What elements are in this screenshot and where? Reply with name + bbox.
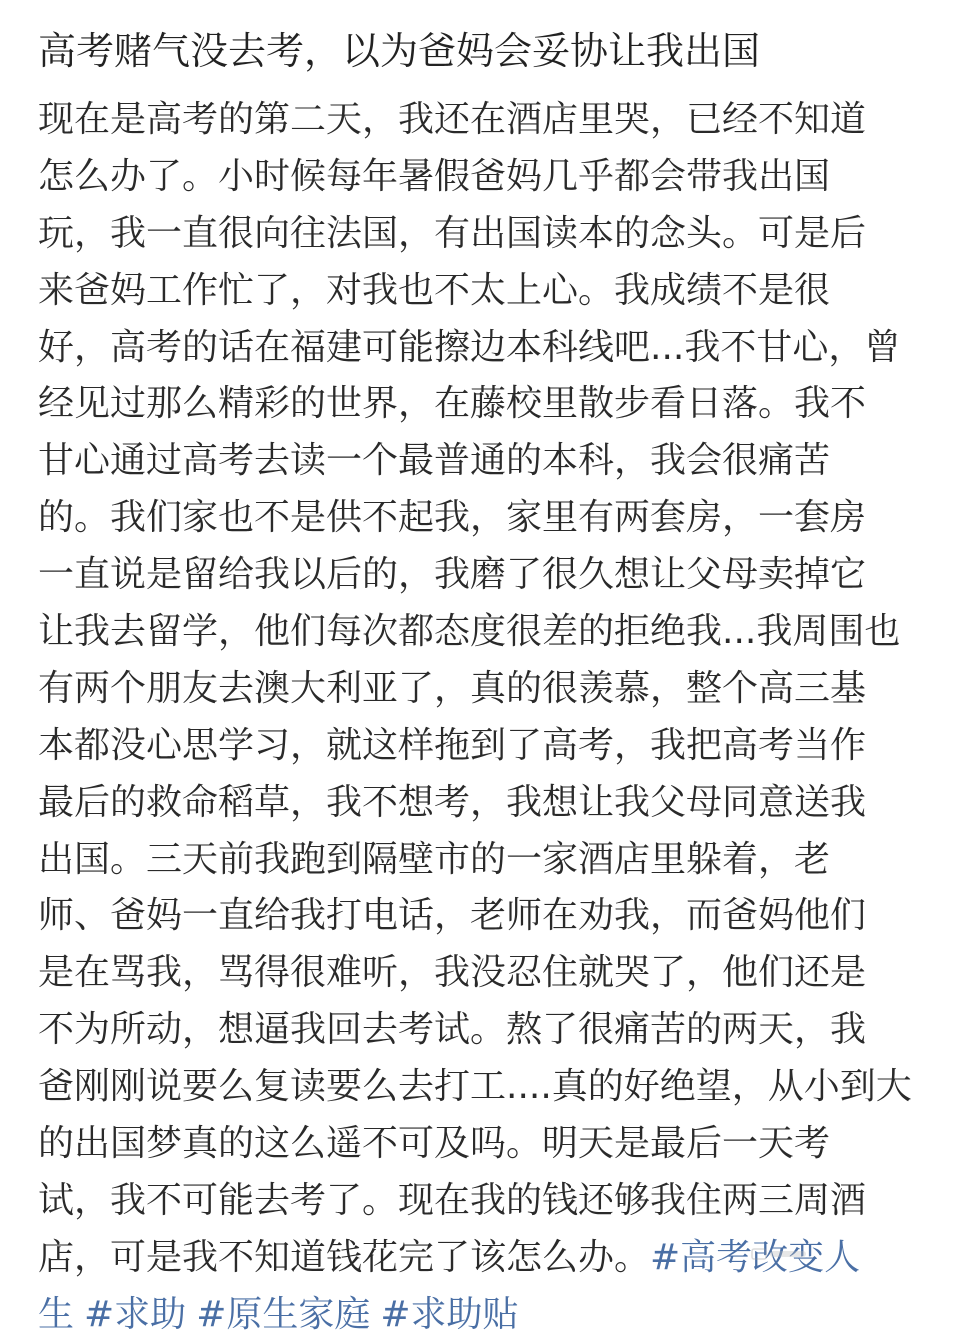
body-line: 来爸妈工作忙了，对我也不太上心。我成绩不是很 bbox=[38, 269, 831, 311]
post-body bbox=[38, 92, 938, 1344]
body-line: 出国。三天前我跑到隔壁市的一家酒店里躲着，老 bbox=[38, 838, 831, 880]
hashtag-link-help-post[interactable]: #求助贴 bbox=[380, 1293, 519, 1335]
watermark-logo bbox=[750, 1243, 810, 1265]
body-line: 爸刚刚说要么复读要么去打工....真的好绝望，从小到大 bbox=[38, 1066, 912, 1108]
body-line: 有两个朋友去澳大利亚了，真的很羡慕，整个高三基 bbox=[38, 667, 867, 709]
hashtag-link-family[interactable]: #原生家庭 bbox=[196, 1293, 371, 1335]
post-title: 高考赌气没去考，以为爸妈会妥协让我出国 bbox=[38, 29, 761, 73]
body-line: 甘心通过高考去读一个最普通的本科，我会很痛苦 bbox=[38, 440, 831, 482]
body-line: 的。我们家也不是供不起我，家里有两套房，一套房 bbox=[38, 497, 867, 539]
body-line: 一直说是留给我以后的，我磨了很久想让父母卖掉它 bbox=[38, 554, 867, 596]
body-line: 经见过那么精彩的世界，在藤校里散步看日落。我不 bbox=[38, 383, 867, 425]
body-line: 不为所动，想逼我回去考试。熬了很痛苦的两天，我 bbox=[38, 1009, 867, 1051]
body-line: 最后的救命稻草，我不想考，我想让我父母同意送我 bbox=[38, 781, 867, 823]
tags-line bbox=[38, 1287, 938, 1344]
body-line: 玩，我一直很向往法国，有出国读本的念头。可是后 bbox=[38, 212, 867, 254]
body-line: 试，我不可能去考了。现在我的钱还够我住两三周酒 bbox=[38, 1179, 867, 1221]
body-line: 怎么办了。小时候每年暑假爸妈几乎都会带我出国 bbox=[38, 155, 831, 197]
body-line: 本都没心思学习，就这样拖到了高考，我把高考当作 bbox=[38, 724, 867, 766]
hashtag-link-gaokao-cont[interactable]: 生 bbox=[38, 1293, 75, 1335]
body-line: 好，高考的话在福建可能擦边本科线吧...我不甘心，曾 bbox=[38, 326, 901, 368]
hashtag-link-gaokao[interactable]: #高考改变人 bbox=[650, 1236, 861, 1278]
body-line: 是在骂我，骂得很难听，我没忍住就哭了，他们还是 bbox=[38, 952, 867, 994]
body-line: 让我去留学，他们每次都态度很差的拒绝我...我周围也 bbox=[38, 611, 901, 653]
body-line-text: 店，可是我不知道钱花完了该怎么办。 bbox=[38, 1236, 651, 1278]
hashtag-link-help[interactable]: #求助 bbox=[84, 1293, 187, 1335]
body-line: 现在是高考的第二天，我还在酒店里哭，已经不知道 bbox=[38, 99, 867, 140]
body-line: 师、爸妈一直给我打电话，老师在劝我，而爸妈他们 bbox=[38, 895, 867, 937]
body-line: 的出国梦真的这么遥不可及吗。明天是最后一天考 bbox=[38, 1123, 831, 1165]
